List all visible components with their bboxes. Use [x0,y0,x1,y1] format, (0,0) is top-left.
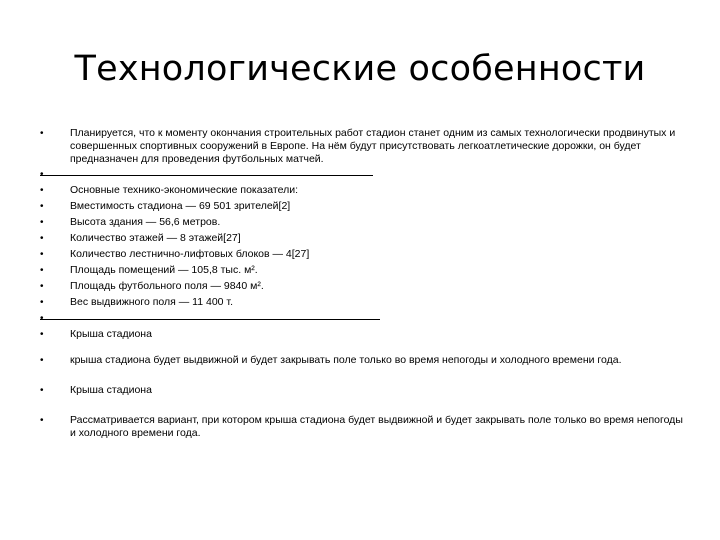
list-item [40,354,690,367]
list-item [40,264,690,277]
item-text: Площадь футбольного поля — 9840 м². [70,280,264,292]
bullet-dot: • [40,128,44,139]
list-item-divider [40,312,690,325]
list-item-divider [40,168,690,181]
bullet-dot: • [40,185,44,196]
bullet-dot: • [40,201,44,212]
list-item [40,328,690,341]
item-text: Рассматривается вариант, при котором крыша стадиона будет выдвижной и будет закрывать поле только во время непогоды и холодного времени года. [70,414,683,439]
list-item [40,280,690,293]
item-text: Вес выдвижного поля — 11 400 т. [70,296,233,308]
list-item [40,184,690,197]
bullet-dot: • [40,329,44,340]
item-text: крыша стадиона будет выдвижной и будет закрывать поле только во время непогоды и холодного времени года. [70,354,622,366]
bullet-dot: • [40,249,44,260]
bullet-dot: • [40,415,44,426]
horizontal-rule [40,175,373,176]
list-item [40,384,690,397]
list-item [40,232,690,245]
slide-title: Технологические особенности [74,49,646,89]
bullet-dot: • [40,265,44,276]
list-item [40,127,690,166]
item-text: Планируется, что к моменту окончания строительных работ стадион станет одним из самых технологически продвинутых и совершенных спортивных сооружений в Европе. На нём будут присутствовать легкоатлетические дорожки, он будет предназначен для проведения футбольных матчей. [70,127,676,165]
list-item [40,414,690,440]
item-text: Количество этажей — 8 этажей[27] [70,232,241,244]
horizontal-rule [40,319,380,320]
list-item [40,200,690,213]
item-text: Крыша стадиона [70,384,152,396]
item-text: Высота здания — 56,6 метров. [70,216,221,228]
item-text: Вместимость стадиона — 69 501 зрителей[2] [70,200,291,212]
bullet-list [40,127,690,440]
bullet-dot: • [40,169,44,180]
bullet-dot: • [40,297,44,308]
bullet-dot: • [40,217,44,228]
list-item [40,216,690,229]
item-text: Количество лестнично-лифтовых блоков — 4[27] [70,248,310,260]
item-text: Крыша стадиона [70,328,152,340]
bullet-dot: • [40,313,44,324]
list-item [40,248,690,261]
item-text: Площадь помещений — 105,8 тыс. м². [70,264,258,276]
bullet-dot: • [40,233,44,244]
list-item [40,296,690,309]
bullet-dot: • [40,281,44,292]
bullet-dot: • [40,355,44,366]
item-text: Основные технико-экономические показатели: [70,184,298,196]
bullet-dot: • [40,385,44,396]
